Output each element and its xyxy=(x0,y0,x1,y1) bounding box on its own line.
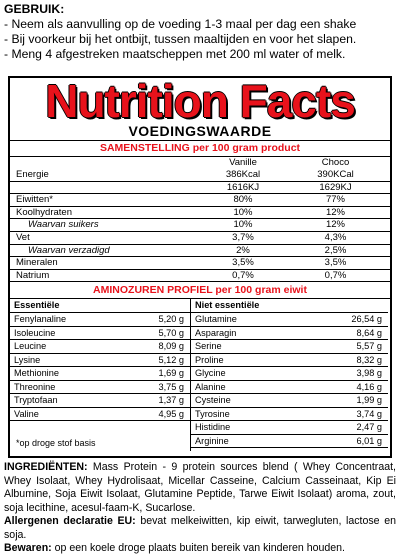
choco-value: 3,5% xyxy=(324,257,347,269)
composition-row xyxy=(10,245,390,258)
amino-table xyxy=(10,299,390,451)
usage-line: - Bij voorkeur bij het ontbijt, tussen maaltijden en voor het slapen. xyxy=(4,32,357,46)
nonessential-column xyxy=(191,299,388,448)
choco-value: 1629KJ xyxy=(319,181,352,193)
amino-name: Threonine xyxy=(14,381,56,392)
composition-row xyxy=(10,169,390,182)
nutrient-label: Natrium xyxy=(16,269,50,281)
usage-line: - Neem als aanvulling op de voeding 1-3 maal per dag een shake xyxy=(4,17,357,31)
amino-name: Serine xyxy=(195,341,222,352)
vanille-value: 0,7% xyxy=(232,269,254,281)
composition-row xyxy=(10,182,390,195)
usage-heading: GEBRUIK: xyxy=(4,2,65,16)
amino-name: Glutamine xyxy=(195,314,237,325)
essential-column xyxy=(10,299,190,421)
amino-name: Fenylanaline xyxy=(14,314,67,325)
amino-title: AMINOZUREN PROFIEL per 100 gram eiwit xyxy=(10,281,390,299)
amino-name: Alanine xyxy=(195,381,226,392)
composition-row xyxy=(10,232,390,245)
amino-row xyxy=(191,408,388,422)
composition-table xyxy=(10,169,390,281)
ingredients-text: Mass Protein - 9 protein sources blend ( Whey Concentraat, Whey Isolaat, Whey Hydrolisaat, Micellar Casseine, Calcium Casseinaat, Kip Ei Albumine, Soja Eiwit Isolaat, Glutamine Peptide, Tarwe Eiwit Isolaat) aroma, zout, soja lecithine, acesul-faam-K, Sucarlose. xyxy=(4,461,396,514)
essential-header-row xyxy=(10,299,190,313)
storage-paragraph xyxy=(4,542,396,556)
amino-name: Isoleucine xyxy=(14,327,56,338)
vanille-value: 10% xyxy=(233,219,253,231)
footnote: *op droge stof basis xyxy=(16,438,96,448)
essential-header: Essentiële xyxy=(14,300,60,311)
amino-row xyxy=(10,381,190,395)
amino-row xyxy=(191,367,388,381)
amino-name: Lysine xyxy=(14,354,41,365)
amino-row xyxy=(10,394,190,408)
amino-row xyxy=(10,340,190,354)
amino-row xyxy=(191,354,388,368)
amino-row xyxy=(10,408,190,422)
amino-row xyxy=(10,313,190,327)
vanille-value: 386Kcal xyxy=(225,169,261,180)
nutrient-label: Waarvan verzadigd xyxy=(28,244,110,256)
amino-value: 4,16 g xyxy=(356,381,382,392)
amino-value: 2,47 g xyxy=(356,422,382,433)
allergen-text: bevat melkeiwitten, kip eiwit, tarwegluten, lactose en soja. xyxy=(4,515,396,541)
amino-value: 3,74 g xyxy=(356,408,382,419)
ingredients-section xyxy=(4,461,396,556)
amino-row xyxy=(191,421,388,435)
column-header-vanille: Vanille xyxy=(229,157,257,168)
nutrient-label: Energie xyxy=(16,169,49,180)
amino-row xyxy=(191,313,388,327)
vanille-value: 3,7% xyxy=(232,231,254,243)
choco-value: 390KCal xyxy=(317,169,354,180)
composition-row xyxy=(10,257,390,270)
amino-name: Proline xyxy=(195,354,224,365)
vanille-value: 80% xyxy=(233,194,253,206)
amino-value: 5,20 g xyxy=(158,314,184,325)
amino-row xyxy=(10,367,190,381)
amino-row xyxy=(10,354,190,368)
vanille-value: 10% xyxy=(233,206,253,218)
amino-value: 3,75 g xyxy=(158,381,184,392)
storage-text: op een koele droge plaats buiten bereik van kinderen houden. xyxy=(51,542,345,554)
panel-title: Nutrition Facts xyxy=(45,75,355,127)
amino-name: Leucine xyxy=(14,341,47,352)
nutrition-panel xyxy=(8,76,392,458)
composition-row xyxy=(10,194,390,207)
choco-value: 4,3% xyxy=(324,231,347,243)
composition-header-row xyxy=(10,157,390,169)
amino-name: Tryptofaan xyxy=(14,395,58,406)
nonessential-header: Niet essentiële xyxy=(195,300,260,311)
composition-row xyxy=(10,219,390,232)
amino-row xyxy=(191,327,388,341)
amino-value: 4,95 g xyxy=(158,408,184,419)
amino-value: 6,01 g xyxy=(356,435,382,446)
amino-name: Cysteine xyxy=(195,395,231,406)
choco-value: 12% xyxy=(325,206,345,218)
usage-section xyxy=(4,2,396,62)
vanille-value: 1616KJ xyxy=(226,181,260,193)
panel-subtitle: VOEDINGSWAARDE xyxy=(10,122,390,141)
amino-name: Asparagin xyxy=(195,327,237,338)
allergen-paragraph xyxy=(4,515,396,542)
amino-name: Histidine xyxy=(195,422,231,433)
nutrient-label: Koolhydraten xyxy=(16,206,72,218)
amino-value: 1,69 g xyxy=(158,368,184,379)
amino-row xyxy=(191,435,388,449)
amino-name: Glycine xyxy=(195,368,226,379)
nutrient-label: Vet xyxy=(16,231,30,243)
column-header-choco: Choco xyxy=(321,157,350,168)
composition-row xyxy=(10,270,390,282)
composition-title: SAMENSTELLING per 100 gram product xyxy=(10,141,390,157)
choco-value: 77% xyxy=(325,194,345,206)
vanille-value: 3,5% xyxy=(232,257,254,269)
amino-name: Methionine xyxy=(14,368,59,379)
amino-row xyxy=(10,327,190,341)
choco-value: 0,7% xyxy=(324,269,347,281)
amino-value: 1,37 g xyxy=(158,395,184,406)
ingredients-paragraph xyxy=(4,461,396,515)
amino-name: Tyrosine xyxy=(195,408,230,419)
amino-value: 8,09 g xyxy=(158,341,184,352)
vanille-value: 2% xyxy=(236,244,250,256)
amino-value: 26,54 g xyxy=(351,314,382,325)
amino-value: 5,57 g xyxy=(356,341,382,352)
amino-name: Arginine xyxy=(195,435,229,446)
nutrient-label: Eiwitten* xyxy=(16,194,53,206)
nutrient-label: Waarvan suikers xyxy=(28,219,99,231)
nonessential-header-row xyxy=(191,299,388,313)
amino-row xyxy=(191,394,388,408)
ingredients-label: INGREDIËNTEN: xyxy=(4,461,88,473)
amino-value: 1,99 g xyxy=(356,395,382,406)
amino-value: 8,32 g xyxy=(356,354,382,365)
amino-value: 5,70 g xyxy=(158,327,184,338)
amino-row xyxy=(191,381,388,395)
storage-label: Bewaren: xyxy=(4,542,52,554)
allergen-label: Allergenen declaratie EU: xyxy=(4,515,136,527)
amino-value: 5,12 g xyxy=(158,354,184,365)
composition-row xyxy=(10,207,390,220)
amino-row xyxy=(191,340,388,354)
nutrient-label: Mineralen xyxy=(16,257,58,269)
choco-value: 12% xyxy=(325,219,345,231)
amino-value: 8,64 g xyxy=(356,327,382,338)
amino-value: 3,98 g xyxy=(356,368,382,379)
usage-line: - Meng 4 afgestreken maatscheppen met 200 ml water of melk. xyxy=(4,47,346,61)
choco-value: 2,5% xyxy=(324,244,347,256)
amino-name: Valine xyxy=(14,408,39,419)
